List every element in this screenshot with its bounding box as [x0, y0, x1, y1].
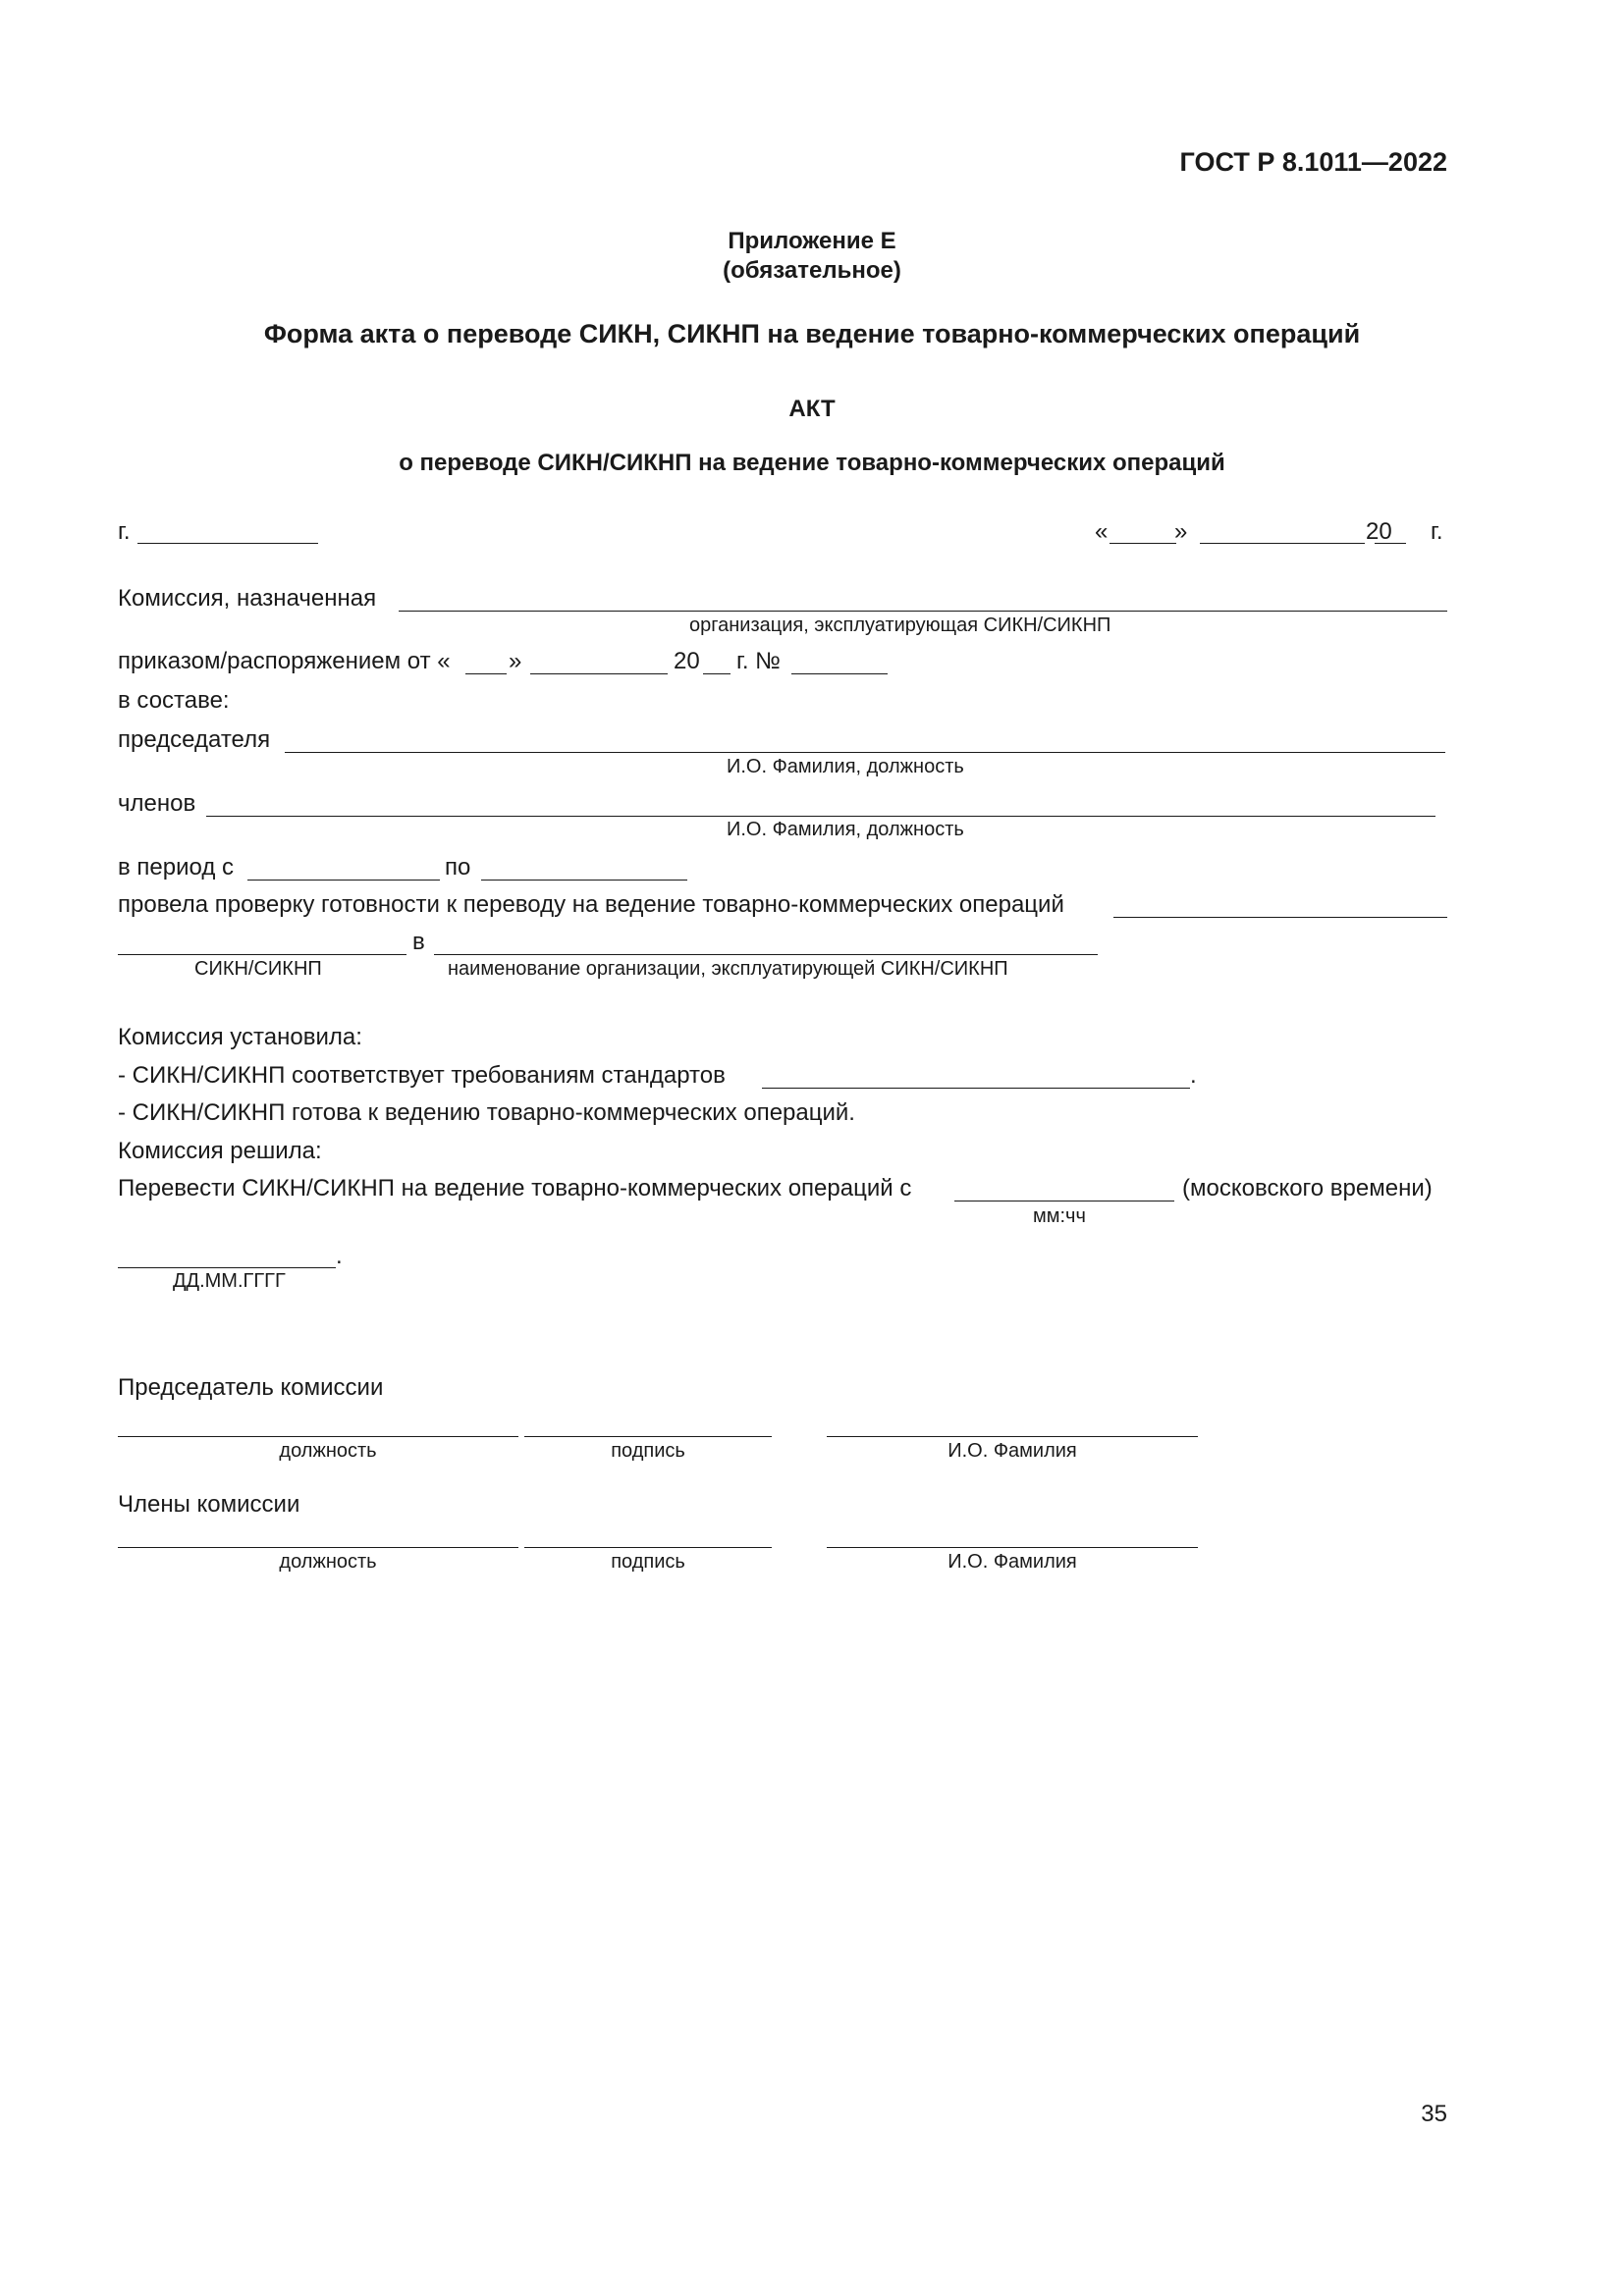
finding-2-line [118, 1099, 1447, 1131]
date-end: . [336, 1243, 343, 1269]
period-line [118, 854, 1447, 885]
date-open-quote: « [1095, 518, 1109, 545]
transfer-date-field[interactable] [118, 1267, 336, 1268]
chairman-signature-caption: подпись [611, 1440, 685, 1462]
sikn-org-line [118, 929, 1447, 960]
members-field[interactable] [206, 816, 1435, 817]
standards-field[interactable] [762, 1088, 1190, 1089]
chairman-name-caption: И.О. Фамилия [947, 1440, 1077, 1462]
city-date-line [118, 518, 1447, 550]
transfer-line [118, 1175, 1447, 1206]
sikn-field[interactable] [118, 954, 406, 955]
check-line [118, 891, 1447, 923]
members-caption: И.О. Фамилия, должность [727, 819, 964, 840]
chairman-name-field[interactable] [827, 1436, 1198, 1437]
commission-caption: организация, эксплуатирующая СИКН/СИКНП [689, 614, 1111, 636]
transfer-text: Перевести СИКН/СИКНП на ведение товарно-коммерческих операций с [118, 1175, 912, 1201]
decided-label: Комиссия решила: [118, 1138, 322, 1164]
finding-1-line [118, 1062, 1447, 1094]
check-object-field[interactable] [1113, 917, 1447, 918]
act-subtitle: о переводе СИКН/СИКНП на ведение товарно-коммерческих операций [399, 450, 1225, 476]
year-field[interactable] [1375, 543, 1406, 544]
members-signature-heading [118, 1491, 1447, 1522]
time-zone: (московского времени) [1182, 1175, 1433, 1201]
chairman-line [118, 726, 1447, 758]
commission-org-field[interactable] [399, 611, 1447, 612]
chairman-position-caption: должность [279, 1440, 377, 1462]
city-field[interactable] [137, 543, 318, 544]
act-title: АКТ [788, 396, 836, 422]
month-field[interactable] [1200, 543, 1365, 544]
chairman-label: председателя [118, 726, 271, 753]
member-name-field[interactable] [827, 1547, 1198, 1548]
check-text: провела проверку готовности к переводу на ведение товарно-коммерческих операций [118, 891, 1064, 918]
member-signature-caption: подпись [611, 1551, 685, 1573]
appendix-type: (обязательное) [723, 257, 901, 284]
date-close-quote: » [1174, 518, 1188, 545]
chairman-signature-label: Председатель комиссии [118, 1374, 384, 1401]
order-year-prefix: 20 [674, 648, 700, 674]
established-label: Комиссия установила: [118, 1024, 362, 1050]
finding-2-text: - СИКН/СИКНП готова к ведению товарно-коммерческих операций. [118, 1099, 855, 1126]
period-to-field[interactable] [481, 880, 687, 881]
appendix-title: Приложение Е [728, 228, 896, 254]
period-from-label: в период с [118, 854, 235, 881]
member-position-field[interactable] [118, 1547, 518, 1548]
commission-label: Комиссия, назначенная [118, 585, 377, 612]
order-line [118, 648, 1447, 679]
member-signature-field[interactable] [524, 1547, 772, 1548]
order-close-quote: » [509, 648, 522, 674]
chairman-field[interactable] [285, 752, 1445, 753]
order-number-field[interactable] [791, 673, 888, 674]
day-field[interactable] [1110, 543, 1176, 544]
members-line [118, 790, 1447, 822]
standard-number: ГОСТ Р 8.1011—2022 [1179, 147, 1447, 177]
chairman-caption: И.О. Фамилия, должность [727, 756, 964, 777]
order-month-field[interactable] [530, 673, 668, 674]
member-name-caption: И.О. Фамилия [947, 1551, 1077, 1573]
chairman-signature-field[interactable] [524, 1436, 772, 1437]
form-title: Форма акта о переводе СИКН, СИКНП на ведение товарно-коммерческих операций [263, 319, 1361, 348]
sikn-caption: СИКН/СИКНП [194, 958, 322, 980]
finding-1-end: . [1190, 1062, 1197, 1089]
city-label: г. [118, 518, 131, 545]
page-number: 35 [1421, 2101, 1447, 2127]
members-signature-label: Члены комиссии [118, 1491, 300, 1518]
order-number-label: г. № [736, 648, 781, 674]
period-to-label: по [445, 854, 471, 881]
date-caption: ДД.ММ.ГГГГ [173, 1270, 286, 1292]
chairman-signature-heading [118, 1374, 1447, 1406]
order-year-field[interactable] [703, 673, 731, 674]
commission-line [118, 585, 1447, 616]
chairman-position-field[interactable] [118, 1436, 518, 1437]
decided-line [118, 1138, 1447, 1169]
composition-label: в составе: [118, 687, 230, 714]
year-prefix: 20 [1366, 518, 1392, 545]
members-label: членов [118, 790, 196, 817]
year-suffix: г. [1431, 518, 1443, 545]
order-day-field[interactable] [465, 673, 507, 674]
finding-1-text: - СИКН/СИКНП соответствует требованиям стандартов [118, 1062, 726, 1089]
order-label: приказом/распоряжением от « [118, 648, 451, 674]
period-from-field[interactable] [247, 880, 440, 881]
time-caption: мм:чч [1033, 1205, 1086, 1227]
in-label: в [412, 929, 425, 955]
org-field[interactable] [434, 954, 1098, 955]
date-line [118, 1243, 1447, 1274]
composition-line [118, 687, 1447, 719]
org-caption: наименование организации, эксплуатирующей СИКН/СИКНП [448, 958, 1008, 980]
established-line [118, 1024, 1447, 1055]
member-position-caption: должность [279, 1551, 377, 1573]
